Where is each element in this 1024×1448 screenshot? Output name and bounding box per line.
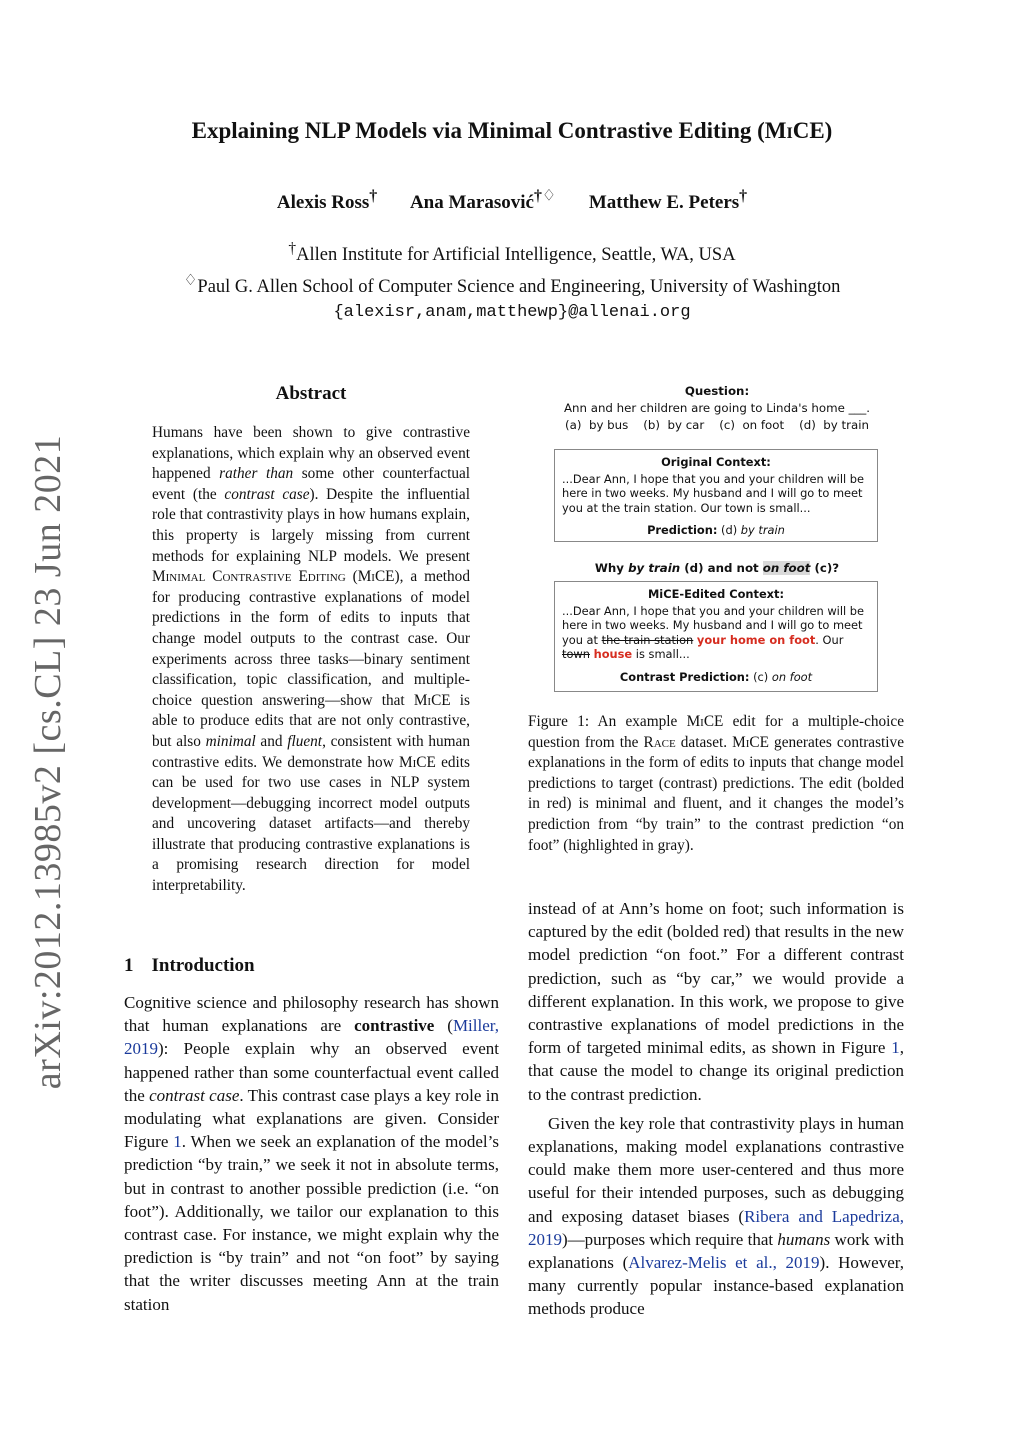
title-acronym: MiCE	[764, 118, 825, 143]
author-list	[0, 186, 1024, 214]
affiliation-line: ♢Paul G. Allen School of Computer Science and Engineering, University of Washington	[183, 272, 841, 298]
original-context-label: Original Context:	[661, 455, 771, 469]
paper-title: Explaining NLP Models via Minimal Contrastive Editing (MiCE)	[191, 118, 833, 143]
figure-ref-link[interactable]: 1	[173, 1132, 182, 1152]
abstract-body: Humans have been shown to give contrastive explanations, which explain why an observed event happened rather than some other counterfactual event (the contrast case). Despite the influential role that contrastivity plays in how humans explain, this property is largely missing from current methods for explaining NLP models. We present Minimal Contrastive Editing (MiCE), a method for producing contrastive explanations of model predictions in the form of edits to inputs that change model outputs to the contrast case. Our experiments across three tasks—binary sentiment classification, topic classification, and multiple-choice question answering—show that MiCE is able to produce edits that are not only contrastive, but also minimal and fluent, consistent with human contrastive edits. We demonstrate how MiCE edits can be used for two use cases in NLP system development—debugging incorrect model outputs and uncovering dataset artifacts—and thereby illustrate that producing contrastive explanations is a promising research direction for model interpretability.	[152, 424, 471, 895]
prediction: Prediction: (d) by train	[647, 523, 785, 537]
original-context-box	[554, 449, 878, 542]
author: Alexis Ross†	[276, 188, 378, 214]
figure-ref-link[interactable]: 1	[891, 1038, 900, 1058]
abstract-heading: Abstract	[275, 383, 347, 404]
figure-caption: Figure 1: An example MiCE edit for a multiple-choice question from the Race dataset. MiCE generates contrastive explanations in the form of edits to inputs that change model predictions to target (contrast) predictions. The edit (bolded in red) is minimal and fluent, and it changes the model’s prediction from “by train” to the contrast prediction “on foot” (highlighted in gray).	[528, 713, 904, 854]
deleted-text: the train station	[601, 632, 694, 647]
edited-context-box	[554, 581, 878, 692]
contrast-prediction: Contrast Prediction: (c) on foot	[619, 669, 813, 684]
citation-link[interactable]: Alvarez-Melis et al., 2019	[628, 1253, 820, 1273]
paragraph: Given the key role that contrastivity plays in human explanations, making model explanations contrastive could make them more user-centered and thus more useful for their intended purposes, such as debugging and exposing dataset biases (Ribera and Lapedriza, 2019)—purposes which require that humans work with explanations (Alvarez-Melis et al., 2019). However, many currently popular instance-based explanation methods produce	[528, 1113, 905, 1319]
right-column-text	[528, 897, 904, 1321]
edited-context-text: ...Dear Ann, I hope that you and your children will be here in two weeks. My husband and I will go to meet you at the train station your home on foot. Our town house is small...	[562, 603, 865, 661]
contrast-question: Why by train (d) and not on foot (c)?	[594, 561, 840, 575]
arxiv-sidebar	[12, 434, 84, 1090]
author: Matthew E. Peters†	[588, 188, 748, 214]
question-text: Ann and her children are going to Linda's home ___.	[563, 401, 871, 415]
author-emails: {alexisr,anam,matthewp}@allenai.org	[333, 303, 691, 323]
author: Ana Marasović†♢	[409, 188, 557, 214]
introduction-paragraph: Cognitive science and philosophy research has shown that human explanations are contrastive (Miller, 2019): People explain why an observed event happened rather than some counterfactual event called the contrast case. This contrast case plays a key role in modulating what explanations are given. Consider Figure 1. When we seek an explanation of the model’s prediction “by train,” we seek it not in absolute terms, but in contrast to another possible prediction (i.e. “on foot”). Additionally, we tailor our explanation to this contrast case. For instance, we might explain why the prediction is “by train” and not “on foot” by saying that the writer discusses meeting Ann at the train station	[124, 993, 499, 1314]
citation-link[interactable]: Miller, 2019	[124, 1016, 499, 1059]
answer-options: (a) by bus (b) by car (c) on foot (d) by train	[565, 418, 869, 432]
inserted-text: house	[593, 647, 633, 661]
affiliations	[0, 236, 1024, 325]
original-context-text: ...Dear Ann, I hope that you and your children will be here in two weeks. My husband and I will go to meet you at the train station. Our town is small...	[562, 471, 865, 515]
affiliation-line: †Allen Institute for Artificial Intelligence, Seattle, WA, USA	[288, 240, 736, 266]
arxiv-identifier: arXiv:2012.13985v2 [cs.CL] 23 Jun 2021	[27, 434, 69, 1090]
figure-1	[530, 384, 904, 696]
inserted-text: your home on foot	[696, 632, 816, 647]
deleted-text: town	[562, 647, 590, 661]
question-label: Question:	[684, 384, 750, 398]
edited-context-label: MiCE-Edited Context:	[647, 587, 785, 601]
citation-link[interactable]: Ribera and Lapedriza, 2019	[528, 1206, 905, 1249]
paragraph: instead of at Ann’s home on foot; such information is captured by the edit (bolded red) that results in the new model prediction “on foot.” For a different contrast prediction, such as “by car,” we would provide a different explanation. In this work, we propose to give contrastive explanations of model predictions in the form of targeted minimal edits, as shown in Figure 1, that cause the model to change its original prediction to the contrast prediction.	[528, 899, 904, 1104]
section-heading-introduction: 1 Introduction	[124, 955, 255, 976]
